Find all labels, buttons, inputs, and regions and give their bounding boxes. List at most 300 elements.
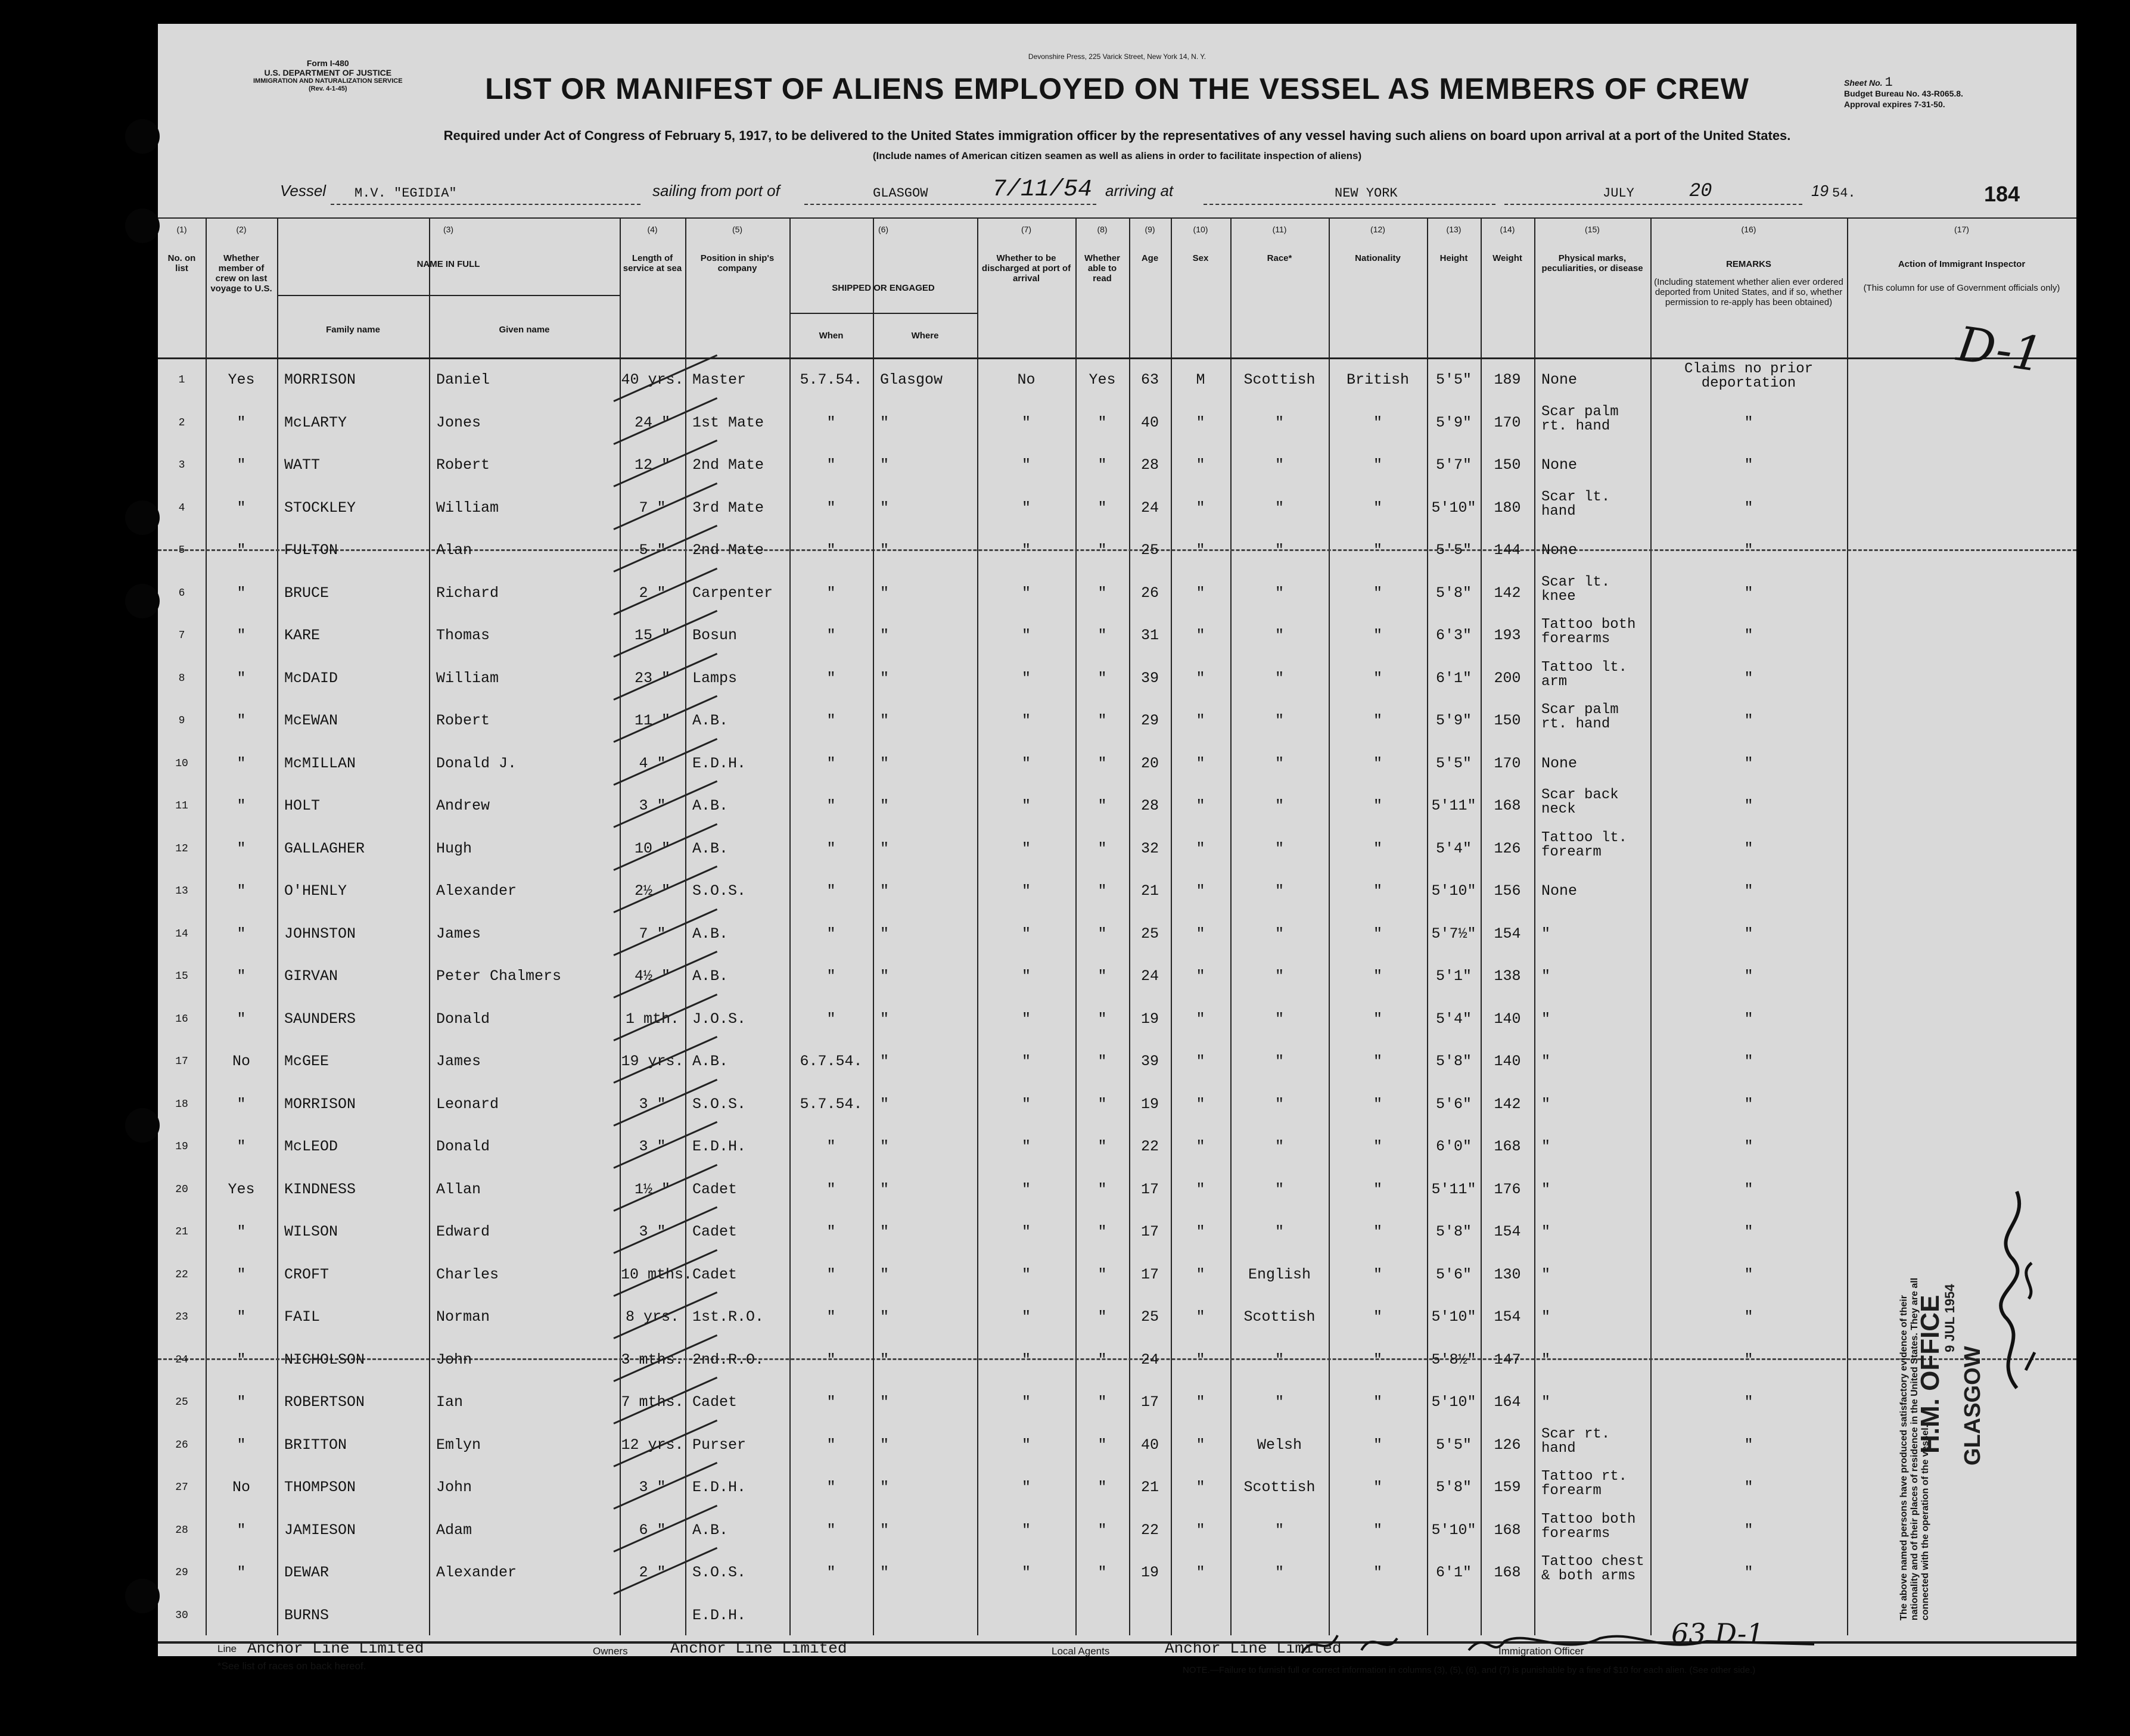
cell-position: A.B.	[692, 712, 729, 729]
cell-age: 19	[1140, 1095, 1159, 1113]
cell-height: 5'8½"	[1431, 1351, 1476, 1368]
cell-when: "	[826, 584, 836, 602]
cell-last: "	[237, 882, 246, 900]
cell-race: "	[1274, 1180, 1284, 1198]
cell-disch: "	[1021, 839, 1031, 857]
cell-service: 10 "	[634, 839, 670, 857]
cell-last: "	[237, 1010, 246, 1028]
cell-disch: "	[1021, 1564, 1031, 1581]
cell-position: 1st.R.O.	[692, 1308, 764, 1326]
agents-value: Anchor Line Limited	[1165, 1639, 1342, 1657]
cell-family: FULTON	[284, 542, 338, 559]
cell-remarks: "	[1744, 1223, 1753, 1240]
cell-disch: "	[1021, 754, 1031, 772]
cell-age: 39	[1140, 1053, 1159, 1070]
cell-age: 63	[1140, 371, 1159, 388]
cell-n: 22	[175, 1268, 188, 1281]
cell-height: 5'1"	[1435, 967, 1472, 985]
cell-service: 3 "	[639, 1095, 666, 1113]
cell-marks: Tattoo rt. forearm	[1541, 1469, 1628, 1499]
cell-position: S.O.S.	[692, 1095, 747, 1113]
cell-last: "	[237, 542, 246, 559]
cell-sex: "	[1196, 797, 1205, 814]
column-rule	[685, 217, 686, 1635]
cell-height: 5'11"	[1431, 1180, 1476, 1198]
column-header-action-note: (This column for use of Government officials only)	[1863, 283, 2060, 293]
cell-weight: 140	[1494, 1053, 1521, 1070]
cell-marks: "	[1541, 1053, 1551, 1070]
cell-age: 28	[1140, 797, 1159, 814]
cell-nat: "	[1373, 413, 1382, 431]
cell-when: "	[826, 712, 836, 729]
cell-position: A.B.	[692, 967, 729, 985]
signature	[1981, 1180, 2047, 1394]
cell-race: "	[1274, 627, 1284, 644]
cell-weight: 150	[1494, 712, 1521, 729]
cell-given: Richard	[436, 584, 499, 602]
cell-service: 2 "	[639, 584, 666, 602]
cell-sex: "	[1196, 839, 1205, 857]
cell-position: A.B.	[692, 1521, 729, 1539]
cell-sex: "	[1196, 1053, 1205, 1070]
cell-family: McMILLAN	[284, 754, 356, 772]
column-number: (1)	[176, 225, 187, 234]
cell-given: Alexander	[436, 882, 517, 900]
cell-nat: "	[1373, 1436, 1382, 1454]
cell-n: 18	[175, 1098, 188, 1110]
cell-remarks: "	[1744, 1308, 1753, 1326]
cell-weight: 193	[1494, 627, 1521, 644]
punch-hole	[125, 584, 160, 618]
cell-disch: "	[1021, 1053, 1031, 1070]
cell-service: 6 "	[639, 1521, 666, 1539]
cell-position: E.D.H.	[692, 1606, 747, 1624]
cell-family: GIRVAN	[284, 967, 338, 985]
cell-where: "	[880, 499, 890, 517]
cell-height: 5'4"	[1435, 1010, 1472, 1028]
cell-last: "	[237, 712, 246, 729]
cell-age: 29	[1140, 712, 1159, 729]
cell-where: "	[880, 839, 890, 857]
cell-disch: "	[1021, 1351, 1031, 1368]
cell-age: 17	[1140, 1180, 1159, 1198]
cell-service: 10 mths.	[621, 1265, 693, 1283]
certification-stamp: The above named persons have produced satisfactory evidence of their nationality and of their places of residence in the United States. They are all connected with the operation of the vessel.	[1899, 1277, 1930, 1620]
cell-sex: "	[1196, 1393, 1205, 1411]
cell-disch: "	[1021, 882, 1031, 900]
cell-weight: 189	[1494, 371, 1521, 388]
cell-remarks: "	[1744, 1436, 1753, 1454]
cell-age: 22	[1140, 1138, 1159, 1155]
cell-sex: "	[1196, 882, 1205, 900]
cell-race: "	[1274, 1351, 1284, 1368]
cell-n: 20	[175, 1183, 188, 1196]
cell-last: "	[237, 669, 246, 687]
cell-service: 11 "	[634, 712, 670, 729]
cell-nat: "	[1373, 1564, 1382, 1581]
cell-service: 3 "	[639, 1138, 666, 1155]
cell-height: 6'0"	[1435, 1138, 1472, 1155]
cell-sex: "	[1196, 456, 1205, 474]
cell-age: 21	[1140, 1479, 1159, 1496]
cell-remarks: Claims no prior deportation	[1684, 361, 1814, 391]
cell-height: 5'10"	[1431, 1521, 1476, 1539]
cell-marks: None	[1541, 456, 1578, 474]
cell-weight: 170	[1494, 754, 1521, 772]
cell-family: ROBERTSON	[284, 1393, 365, 1411]
cell-n: 30	[175, 1609, 188, 1622]
cell-when: "	[826, 1479, 836, 1496]
cell-family: KINDNESS	[284, 1180, 356, 1198]
cell-remarks: "	[1744, 1180, 1753, 1198]
sheet-box	[1844, 77, 1963, 110]
cell-remarks: "	[1744, 1351, 1753, 1368]
penalty-note: NOTE.—Failure to furnish full or correct information in columns (3), (5), (6), and (7) is punishable by a fine of $10 for each alien. (See other side.)	[1183, 1665, 1756, 1675]
cell-n: 11	[175, 800, 188, 812]
cell-when: "	[826, 1265, 836, 1283]
sheet-label: Sheet No.	[1844, 78, 1883, 88]
column-rule	[1847, 217, 1848, 1635]
cell-race: "	[1274, 1095, 1284, 1113]
cell-height: 5'8"	[1435, 1053, 1472, 1070]
cell-read: "	[1097, 1479, 1107, 1496]
cell-when: "	[826, 882, 836, 900]
cell-age: 21	[1140, 882, 1159, 900]
cell-disch: "	[1021, 1138, 1031, 1155]
cell-weight: 168	[1494, 1521, 1521, 1539]
cell-where: "	[880, 1223, 890, 1240]
cell-when: "	[826, 839, 836, 857]
cell-race: "	[1274, 1138, 1284, 1155]
name-subrule	[277, 295, 620, 296]
cell-when: "	[826, 1393, 836, 1411]
cell-read: "	[1097, 669, 1107, 687]
cell-last: "	[237, 627, 246, 644]
cell-remarks: "	[1744, 925, 1753, 942]
cell-family: FAIL	[284, 1308, 321, 1326]
cell-when: "	[826, 1351, 836, 1368]
cell-disch: "	[1021, 925, 1031, 942]
cell-disch: "	[1021, 967, 1031, 985]
cell-given: Allan	[436, 1180, 481, 1198]
column-header: Physical marks, peculiarities, or disease	[1541, 253, 1643, 273]
cell-last: No	[232, 1053, 250, 1070]
cell-service: 3 "	[639, 1479, 666, 1496]
column-header: Height	[1439, 253, 1468, 263]
cell-n: 10	[175, 757, 188, 770]
cell-remarks: "	[1744, 627, 1753, 644]
cell-read: "	[1097, 1053, 1107, 1070]
cell-service: 2½ "	[634, 882, 670, 900]
cell-last: "	[237, 1308, 246, 1326]
date-underline	[1504, 185, 1802, 205]
cell-remarks: "	[1744, 1265, 1753, 1283]
cell-service: 3 "	[639, 1223, 666, 1240]
cell-n: 21	[175, 1226, 188, 1238]
column-rule	[277, 217, 278, 1635]
cell-position: Carpenter	[692, 584, 773, 602]
cell-read: "	[1097, 1223, 1107, 1240]
cell-position: S.O.S.	[692, 882, 747, 900]
cell-age: 40	[1140, 413, 1159, 431]
cell-age: 22	[1140, 1521, 1159, 1539]
cell-marks: "	[1541, 1265, 1551, 1283]
cell-family: THOMPSON	[284, 1479, 356, 1496]
cell-age: 32	[1140, 839, 1159, 857]
cell-marks: Scar palm rt. hand	[1541, 403, 1619, 434]
cell-last: "	[237, 797, 246, 814]
cell-nat: "	[1373, 839, 1382, 857]
cell-marks: "	[1541, 1095, 1551, 1113]
cell-weight: 154	[1494, 1223, 1521, 1240]
cell-service: 4½ "	[634, 967, 670, 985]
table-top-rule	[158, 217, 2076, 219]
cell-where: "	[880, 1393, 890, 1411]
cell-given: Donald J.	[436, 754, 517, 772]
cell-marks: "	[1541, 1138, 1551, 1155]
cell-disch: "	[1021, 1479, 1031, 1496]
cell-remarks: "	[1744, 456, 1753, 474]
cell-given: Emlyn	[436, 1436, 481, 1454]
cell-when: "	[826, 1180, 836, 1198]
cell-service: 7 "	[639, 499, 666, 517]
cell-when: "	[826, 1436, 836, 1454]
cell-height: 5'8"	[1435, 1479, 1472, 1496]
cell-where: "	[880, 1265, 890, 1283]
cell-where: "	[880, 413, 890, 431]
cell-disch: "	[1021, 712, 1031, 729]
cell-disch: "	[1021, 1521, 1031, 1539]
cell-last: "	[237, 1393, 246, 1411]
cell-read: "	[1097, 797, 1107, 814]
cell-read: "	[1097, 1010, 1107, 1028]
cell-when: "	[826, 456, 836, 474]
cell-marks: None	[1541, 371, 1578, 388]
column-number: (12)	[1370, 225, 1385, 234]
cell-given: John	[436, 1351, 472, 1368]
cell-when: "	[826, 669, 836, 687]
cell-read: "	[1097, 754, 1107, 772]
cell-service: 7 "	[639, 925, 666, 942]
cell-given: James	[436, 925, 481, 942]
cell-height: 6'1"	[1435, 1564, 1472, 1581]
cell-remarks: "	[1744, 712, 1753, 729]
cell-given: Jones	[436, 413, 481, 431]
cell-age: 17	[1140, 1393, 1159, 1411]
cell-where: "	[880, 1436, 890, 1454]
cell-sex: "	[1196, 1265, 1205, 1283]
cell-sex: "	[1196, 1180, 1205, 1198]
cell-last: No	[232, 1479, 250, 1496]
cell-n: 13	[175, 885, 188, 897]
arriving-port: NEW YORK	[1335, 186, 1398, 201]
cell-read: "	[1097, 456, 1107, 474]
cell-service: 2 "	[639, 1564, 666, 1581]
cell-nat: "	[1373, 1095, 1382, 1113]
cell-when: "	[826, 925, 836, 942]
column-header-remarks: REMARKS	[1726, 259, 1771, 269]
cell-weight: 168	[1494, 1564, 1521, 1581]
column-header: Whether able to read	[1084, 253, 1120, 284]
cell-family: STOCKLEY	[284, 499, 356, 517]
cell-n: 14	[175, 928, 188, 940]
cell-disch: "	[1021, 669, 1031, 687]
cell-last: "	[237, 839, 246, 857]
cell-weight: 142	[1494, 584, 1521, 602]
cell-disch: "	[1021, 542, 1031, 559]
cell-family: WILSON	[284, 1223, 338, 1240]
cell-where: "	[880, 1521, 890, 1539]
cell-where: "	[880, 882, 890, 900]
cell-race: "	[1274, 967, 1284, 985]
cell-height: 5'5"	[1435, 371, 1472, 388]
cell-remarks: "	[1744, 584, 1753, 602]
cell-remarks: "	[1744, 669, 1753, 687]
cell-service: 15 "	[634, 627, 670, 644]
column-number: (13)	[1446, 225, 1462, 234]
cell-last: "	[237, 499, 246, 517]
cell-height: 5'7"	[1435, 456, 1472, 474]
column-header: Age	[1141, 253, 1159, 263]
column-header: Weight	[1492, 253, 1522, 263]
cell-remarks: "	[1744, 839, 1753, 857]
cell-age: 26	[1140, 584, 1159, 602]
cell-when: "	[826, 542, 836, 559]
cell-n: 28	[175, 1524, 188, 1536]
cell-height: 5'8"	[1435, 1223, 1472, 1240]
cell-where: "	[880, 1010, 890, 1028]
cell-sex: "	[1196, 1521, 1205, 1539]
cell-given: Ian	[436, 1393, 464, 1411]
cell-remarks: "	[1744, 754, 1753, 772]
cell-given: Daniel	[436, 371, 490, 388]
cell-family: McEWAN	[284, 712, 338, 729]
cell-given: Norman	[436, 1308, 490, 1326]
column-number: (16)	[1741, 225, 1756, 234]
cell-position: Cadet	[692, 1393, 738, 1411]
cell-nat: "	[1373, 797, 1382, 814]
cell-read: "	[1097, 413, 1107, 431]
cell-height: 5'11"	[1431, 797, 1476, 814]
crew-table	[158, 217, 2076, 1635]
cell-disch: "	[1021, 1436, 1031, 1454]
cell-read: "	[1097, 627, 1107, 644]
cell-when: "	[826, 499, 836, 517]
cell-height: 5'10"	[1431, 882, 1476, 900]
cell-read: "	[1097, 1564, 1107, 1581]
cell-sex: "	[1196, 584, 1205, 602]
cell-remarks: "	[1744, 1053, 1753, 1070]
cell-race: "	[1274, 413, 1284, 431]
cell-sex: "	[1196, 712, 1205, 729]
punch-hole	[125, 1579, 160, 1613]
column-number: (9)	[1145, 225, 1155, 234]
cell-family: DEWAR	[284, 1564, 329, 1581]
requirement-text: Required under Act of Congress of February 5, 1917, to be delivered to the United States immigration officer by the representatives of any vessel having such aliens on board upon arrival at a port of the United States.	[443, 128, 1791, 143]
cell-family: BRUCE	[284, 584, 329, 602]
cell-marks: Tattoo both forearms	[1541, 617, 1636, 647]
cell-where: "	[880, 712, 890, 729]
cell-last: "	[237, 1138, 246, 1155]
cell-last: Yes	[228, 1180, 255, 1198]
cell-given: James	[436, 1053, 481, 1070]
cell-sex: "	[1196, 1223, 1205, 1240]
cell-sex: "	[1196, 1564, 1205, 1581]
cell-remarks: "	[1744, 499, 1753, 517]
cell-last: "	[237, 754, 246, 772]
cell-service: 40 yrs.	[621, 371, 684, 388]
cell-family: KARE	[284, 627, 321, 644]
cell-family: McLARTY	[284, 413, 347, 431]
arriving-label: arriving at	[1105, 182, 1174, 200]
cell-height: 5'6"	[1435, 1095, 1472, 1113]
cell-read: "	[1097, 712, 1107, 729]
cell-height: 5'5"	[1435, 754, 1472, 772]
column-header: No. on list	[167, 253, 196, 273]
form-revision: (Rev. 4-1-45)	[308, 85, 347, 92]
cell-family: WATT	[284, 456, 321, 474]
cell-race: "	[1274, 542, 1284, 559]
cell-sex: "	[1196, 754, 1205, 772]
cell-race: Scottish	[1243, 1479, 1316, 1496]
cell-n: 4	[178, 502, 185, 514]
cell-last: "	[237, 456, 246, 474]
cell-weight: 126	[1494, 839, 1521, 857]
cell-marks: Scar lt. hand	[1541, 489, 1610, 519]
cell-service: 5 "	[639, 542, 666, 559]
cell-remarks: "	[1744, 1095, 1753, 1113]
cell-sex: M	[1196, 371, 1205, 388]
column-header: Whether member of crew on last voyage to U.S.	[210, 253, 272, 294]
cell-sex: "	[1196, 1436, 1205, 1454]
cell-position: Bosun	[692, 627, 738, 644]
cell-marks: "	[1541, 1308, 1551, 1326]
cell-nat: "	[1373, 584, 1382, 602]
cell-family: HOLT	[284, 797, 321, 814]
sailing-port: GLASGOW	[873, 186, 928, 201]
cell-n: 9	[178, 715, 185, 727]
cell-marks: "	[1541, 1351, 1551, 1368]
cell-where: "	[880, 1095, 890, 1113]
cell-read: Yes	[1089, 371, 1116, 388]
cell-marks: Tattoo lt. forearm	[1541, 829, 1628, 860]
column-number: (17)	[1954, 225, 1969, 234]
cell-given: Thomas	[436, 627, 490, 644]
cell-n: 5	[178, 545, 185, 556]
cell-marks: Tattoo chest & both arms	[1541, 1554, 1644, 1584]
cell-last: "	[237, 925, 246, 942]
cell-sex: "	[1196, 669, 1205, 687]
cell-given: John	[436, 1479, 472, 1496]
cell-age: 31	[1140, 627, 1159, 644]
cell-n: 26	[175, 1439, 188, 1451]
cell-read: "	[1097, 967, 1107, 985]
cell-weight: 159	[1494, 1479, 1521, 1496]
cell-remarks: "	[1744, 413, 1753, 431]
cell-weight: 150	[1494, 456, 1521, 474]
cell-weight: 142	[1494, 1095, 1521, 1113]
column-header-remarks-note: (Including statement whether alien ever ordered deported from United States, and if so, whether permission to re-apply has been obtained)	[1654, 277, 1843, 307]
cell-disch: "	[1021, 1265, 1031, 1283]
cell-nat: "	[1373, 1010, 1382, 1028]
line-label: Line	[217, 1643, 237, 1654]
cell-weight: 154	[1494, 1308, 1521, 1326]
cell-marks: None	[1541, 754, 1578, 772]
cell-nat: "	[1373, 882, 1382, 900]
cell-where: "	[880, 1308, 890, 1326]
cell-race: "	[1274, 1564, 1284, 1581]
cell-service: 4 "	[639, 754, 666, 772]
